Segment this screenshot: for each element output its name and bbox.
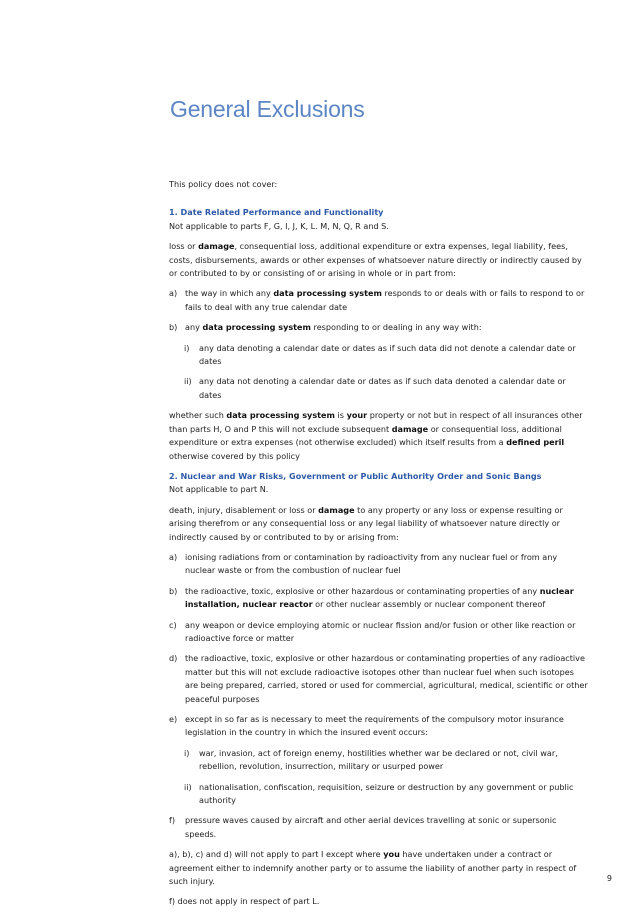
list-item: e) except in so far as is necessary to meet the requirements of the compulsory motor insurance legislation in the country in which the insured event occurs: <box>169 714 564 738</box>
list-item: f) pressure waves caused by aircraft and other aerial devices travelling at sonic or supersonic speeds. <box>169 815 557 839</box>
section-2-note: a), b), c) and d) will not apply to part I except where you have undertaken under a contract or agreement either to indemnify another party or to assume the liability of another party in respect of such injury. <box>169 849 577 887</box>
list-item: d) the radioactive, toxic, explosive or other hazardous or contaminating properties of any radioactive matter but this will not exclude radioactive isotopes other than nuclear fuel when such isotopes are being prepared, carried, stored or used for commercial, agricultural, medical, scientific or other peaceful purposes <box>169 653 588 704</box>
section-1-heading: 1. Date Related Performance and Functionality <box>169 207 384 218</box>
section-1-applicability: Not applicable to parts F, G, I, J, K, L. M, N, Q, R and S. <box>169 220 389 231</box>
document-body <box>169 178 589 916</box>
section-2-heading: 2. Nuclear and War Risks, Government or Public Authority Order and Sonic Bangs <box>169 470 542 481</box>
section-2-note: f) does not apply in respect of part L. <box>169 896 320 907</box>
intro-text: This policy does not cover: <box>169 179 278 189</box>
list-item: a) the way in which any data processing system responds to or deals with or fails to respond to or fails to deal with any true calendar date <box>169 288 585 312</box>
section-1-closing-paragraph: whether such data processing system is your property or not but in respect of all insurances other than parts H, O and P this will not exclude subsequent damage or consequential loss, additional expenditure or extra expenses (not otherwise excluded) which itself results from a defined peril otherwise covered by this policy <box>169 410 583 461</box>
page-title: General Exclusions <box>170 96 365 122</box>
list-item: a) ionising radiations from or contamination by radioactivity from any nuclear fuel or from any nuclear waste or from the combustion of nuclear fuel <box>169 551 558 576</box>
page-number: 9 <box>606 874 612 883</box>
sub-list-item: i) war, invasion, act of foreign enemy, hostilities whether war be declared or not, civil war, rebellion, revolution, insurrection, military or usurped power <box>184 747 558 772</box>
section-2-applicability: Not applicable to part N. <box>169 484 269 495</box>
sub-list-item: ii) nationalisation, confiscation, requisition, seizure or destruction by any government or public authority <box>184 781 574 806</box>
list-item: b) the radioactive, toxic, explosive or other hazardous or contaminating properties of any nuclear installation, nuclear reactor or other nuclear assembly or nuclear component thereof <box>169 585 574 610</box>
list-item: b) any data processing system responding to or dealing in any way with: <box>169 322 482 333</box>
section-2-paragraph: death, injury, disablement or loss or damage to any property or any loss or expense resulting or arising therefrom or any consequential loss or any legal liability of whatsoever nature directly or indirectly caused by or contributed to by or arising from: <box>169 504 563 542</box>
section-1-paragraph: loss or damage, consequential loss, additional expenditure or extra expenses, legal liability, fees, costs, disbursements, awards or other expenses of whatsoever nature directly or indirectly caused by or contributed to by or consisting of or arising in whole or in part from: <box>169 241 582 279</box>
list-item: c) any weapon or device employing atomic or nuclear fission and/or fusion or other like reaction or radioactive force or matter <box>169 619 576 643</box>
sub-list-item: i) any data denoting a calendar date or dates as if such data did not denote a calendar date or dates <box>184 342 576 367</box>
sub-list-item: ii) any data not denoting a calendar date or dates as if such data denoted a calendar date or dates <box>184 376 566 400</box>
